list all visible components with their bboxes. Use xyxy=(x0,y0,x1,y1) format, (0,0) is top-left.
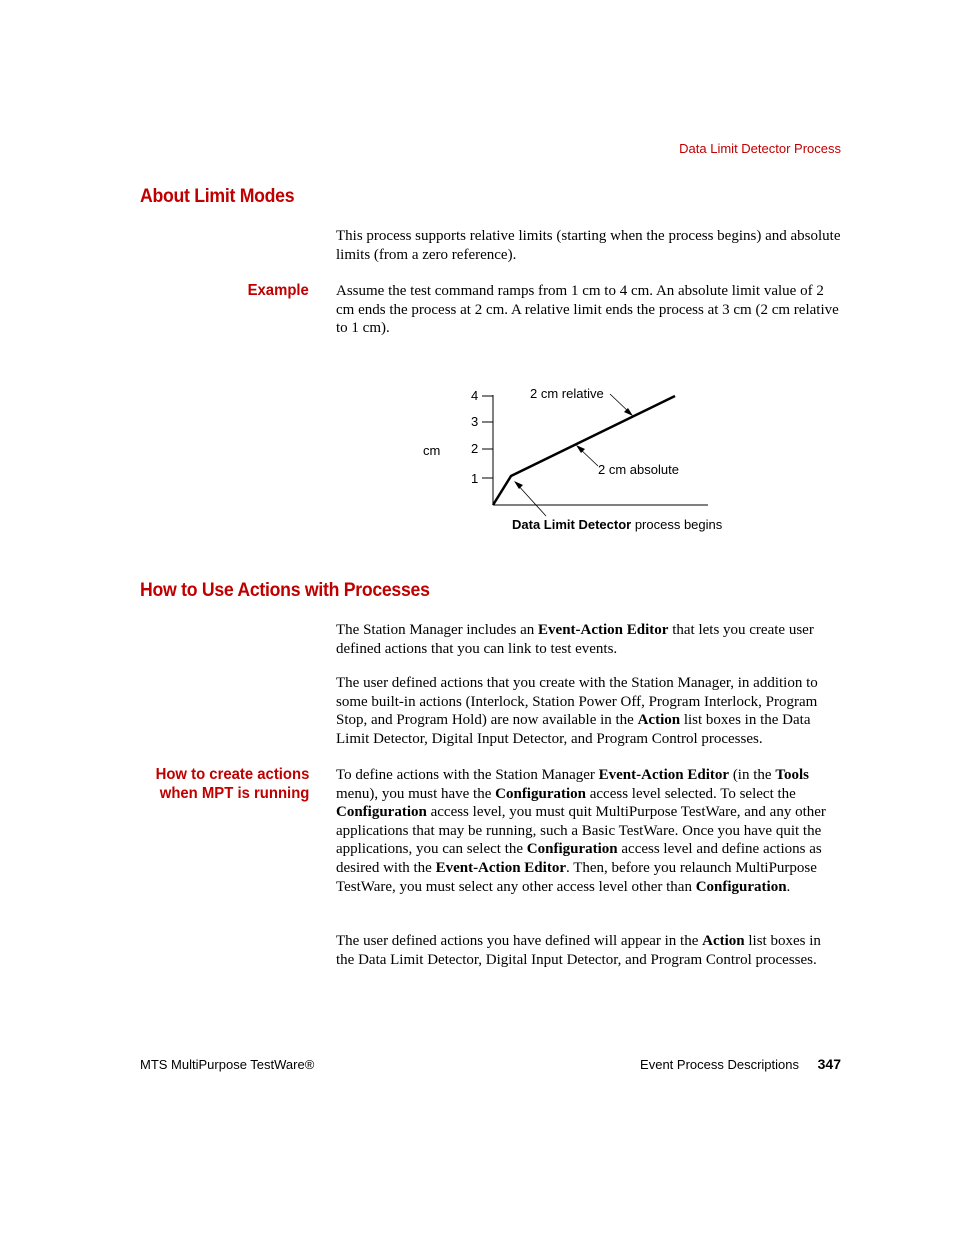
side-label-line: How to create actions xyxy=(155,766,309,783)
page-number: 347 xyxy=(817,1056,841,1072)
figure-caption xyxy=(512,517,723,532)
callout-relative-leader xyxy=(610,394,631,414)
text-run: . Then, before you relaunch MultiPurpose TestWare, you must select any other access level other than xyxy=(336,859,817,895)
side-label-create-actions xyxy=(155,765,309,803)
text-run: (in the xyxy=(729,767,776,783)
bold-term: Tools xyxy=(775,767,809,783)
bold-term: Configuration xyxy=(336,804,427,821)
text-run: access level and define actions as desired with the xyxy=(336,841,822,876)
figure-caption-rest: process begins xyxy=(631,517,723,532)
callout-absolute-arrowhead xyxy=(576,445,585,453)
text-run: . xyxy=(786,878,791,895)
actions-paragraph-3 xyxy=(336,766,841,896)
bold-term: Event-Action Editor xyxy=(538,622,669,638)
callout-relative-label: 2 cm relative xyxy=(530,386,604,401)
text-run: menu), you must have the xyxy=(336,785,496,802)
y-axis-unit: cm xyxy=(423,443,441,458)
text-run: access level, you must quit MultiPurpose TestWare, and any other applications that may be running, such a Basic TestWare. Once you have quit the applications, you can select the xyxy=(336,804,826,858)
side-label-line: when MPT is running xyxy=(159,785,309,802)
text-run: that lets you create user defined actions that you can link to test events. xyxy=(336,622,814,657)
actions-paragraph-2 xyxy=(336,674,841,748)
bold-term: Event-Action Editor xyxy=(598,767,730,783)
actions-paragraph-4 xyxy=(336,932,841,969)
bold-term: Configuration xyxy=(495,785,586,802)
process-begins-leader xyxy=(516,483,546,516)
y-tick-label: 4 xyxy=(471,388,479,403)
text-run: The user defined actions you have defined will appear in the xyxy=(336,933,703,949)
bold-term: Action xyxy=(637,712,681,729)
command-ramp-line xyxy=(493,396,675,505)
text-run: The Station Manager includes an xyxy=(336,622,539,638)
callout-relative-arrowhead xyxy=(624,408,633,416)
figure-caption-bold: Data Limit Detector xyxy=(512,517,632,532)
limit-modes-intro: This process supports relative limits (starting when the process begins) and absolute limits (from a zero reference). xyxy=(336,228,841,263)
y-tick-label: 1 xyxy=(471,471,479,486)
text-run: list boxes in the Data Limit Detector, Digital Input Detector, and Program Control processes. xyxy=(336,933,821,968)
y-tick-label: 3 xyxy=(471,414,479,429)
example-label: Example xyxy=(247,282,309,299)
y-tick-label: 2 xyxy=(471,441,479,456)
footer-book-title: MTS MultiPurpose TestWare® xyxy=(140,1057,315,1072)
text-run: The user defined actions that you create with the Station Manager, in addition to some built-in actions (Interlock, Station Power Off, Program Interlock, Program Stop, and Program Hold) are now available in the xyxy=(336,675,818,729)
text-run: To define actions with the Station Manager xyxy=(336,767,599,783)
bold-term: Event-Action Editor xyxy=(435,859,566,876)
actions-paragraph-1 xyxy=(336,621,841,658)
running-head: Data Limit Detector Process xyxy=(679,141,841,156)
process-begins-arrowhead xyxy=(514,481,523,489)
bold-term: Configuration xyxy=(695,878,787,895)
example-text: Assume the test command ramps from 1 cm to 4 cm. An absolute limit value of 2 cm ends the process at 2 cm. A relative limit ends the process at 3 cm (2 cm relative to 1 cm). xyxy=(336,283,839,337)
section-title-limit-modes: About Limit Modes xyxy=(140,186,295,207)
text-run: access level selected. To select the xyxy=(585,785,796,802)
bold-term: Action xyxy=(702,933,745,949)
footer-chapter-title: Event Process Descriptions xyxy=(640,1057,799,1072)
callout-absolute-leader xyxy=(578,447,598,466)
text-run: list boxes in the Data Limit Detector, Digital Input Detector, and Program Control processes. xyxy=(336,712,811,747)
callout-absolute-label: 2 cm absolute xyxy=(598,462,679,477)
section-title-actions: How to Use Actions with Processes xyxy=(140,580,430,601)
bold-term: Configuration xyxy=(526,841,618,858)
